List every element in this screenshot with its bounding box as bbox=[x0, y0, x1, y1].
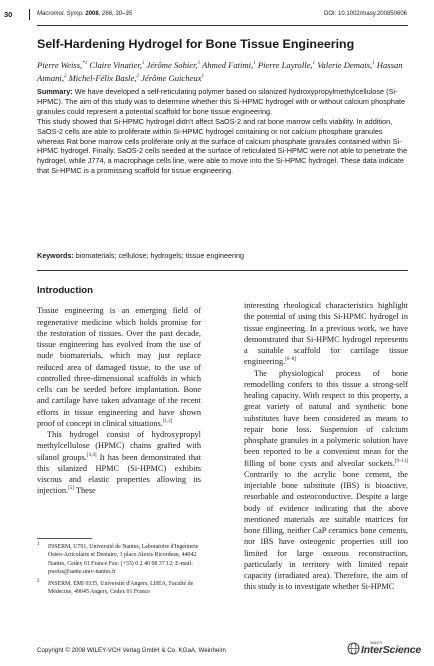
publisher-logo[interactable] bbox=[347, 640, 422, 656]
intro-paragraph-1 bbox=[37, 305, 201, 429]
author-affiliation-mark: 1 bbox=[372, 61, 375, 66]
section-heading-introduction: Introduction bbox=[37, 285, 93, 296]
abstract-rule bbox=[37, 270, 408, 271]
author-name: Pierre Layrolle, bbox=[257, 59, 313, 70]
author-affiliation-mark: 1 bbox=[312, 61, 316, 66]
abstract-paragraph-1 bbox=[37, 87, 408, 117]
footnote-affiliation-1 bbox=[37, 543, 201, 577]
author-name: Pierre Weiss, bbox=[37, 59, 83, 70]
right-column bbox=[244, 300, 408, 593]
abstract-label: Summary: bbox=[37, 87, 73, 96]
right-p1-text: interesting rheological characteristics highlight the potential of using this Si-HPMC hydrogel in tissue engineering. In a previous work, we have demonstrated that Si-HPMC hydrogel represents a suitable scaffold for cartilage tissue engineering. bbox=[244, 301, 408, 367]
author-name: Ahmed Fatimi, bbox=[202, 59, 254, 70]
citation[interactable]: [5] bbox=[68, 486, 74, 492]
abstract-text-1: We have developed a self-reticulating polymer based on silanized hydroxypropylmethylcellulose (Si-HPMC). The aim of this study was to determine whether this Si-HPMC hydrogel with or without calcium phosphate granules could represent a potential scaffold for bone tissue engineering. bbox=[37, 87, 406, 116]
author-affiliation-mark: 1 bbox=[141, 61, 145, 66]
publisher-name: InterScience bbox=[361, 644, 422, 656]
author-name: Jérôme Guicheux bbox=[141, 73, 202, 84]
intro-p2-text-b: It has been demonstrated that this silanized HPMC (Si-HPMC) exhibits viscous and elastic properties allowing its injection. bbox=[37, 452, 201, 496]
copyright: Copyright © 2008 WILEY-VCH Verlag GmbH & Co. KGaA, Weinheim bbox=[37, 647, 226, 654]
abstract bbox=[37, 87, 408, 176]
footnotes bbox=[37, 543, 201, 599]
citation[interactable]: [3,4] bbox=[86, 452, 97, 458]
intro-p2-text-c: These bbox=[73, 486, 96, 496]
footnote-text: INSERM, U791, Université de Nantes, Laboratoire d'Ingénierie Ostéo-Articulaire et Dentaire, 1 place Alexis Ricordeau, 44042 Nantes, Cedex 01 France Fax: (+33) 0 2 40 08 37 12; E-mail: pweiss@sante.univ-nantes.fr bbox=[48, 544, 199, 576]
footnote-text: INSERM, EMI 0335, Université d'Angers, LHEA, Faculté de Médecine, 49045 Angers, Cedex 01 France bbox=[48, 580, 194, 596]
footnote-mark: 1 bbox=[37, 542, 40, 547]
right-paragraph-1 bbox=[244, 300, 408, 368]
author-name: Jérôme Sohier, bbox=[146, 59, 198, 70]
author-name: Michel-Félix Basle, bbox=[68, 73, 137, 84]
intro-p1-text: Tissue engineering is an emerging field of regenerative medicine which holds promise for the restoration of tissues. Over the past decade, tissue engineering has evolved from the use of nude biomaterials, which may just replace reduced area of damaged tissue, to the use of controlled three-dimensional scaffolds in which cells can be seeded before implantation. Bone and cartilage have taken advantage of the recent efforts in tissue engineering and have shown proof of concept in clinical situations. bbox=[37, 306, 201, 428]
keywords bbox=[37, 251, 408, 260]
journal-citation bbox=[37, 11, 132, 17]
intro-paragraph-2 bbox=[37, 429, 201, 497]
right-p2-text-b: Contrarily to the acrylic bone cement, the injectable bone substitute (IBS) is bioactive, resorbable and osteoconductive. Despite a large body of evidence indicating that the above mentioned materials are suitable matrices for bone filling, neither CaP ceramics bone cements, nor IBS have osteogenic properties still too limited for large osseous reconstruction, particularly in territory with limited repair capacity (irradiated area). Therefore, the aim of this study is to investigate whether Si-HPMC bbox=[244, 469, 408, 592]
running-header bbox=[0, 9, 434, 23]
abstract-text-2: This study showed that Si-HPMC hydrogel didn't affect SaOS-2 and rat bone marrow cells viability. In addition, SaOS-2 cells are able to proliferate within Si-HPMC hydrogel containing or not calcium phosphate granules whereas Rat bone marrow cells proliferate only at the surface of calcium phosphate granules contained within Si-HPMC hydrogel. Finally, SaOS-2 cells seeded at the surface of reticulated Si-HPMC were not able to penetrate the hydrogel, while J774, a macrophage cells line, were able to move into the Si-HPMC hydrogel. These data indicate that Si-HPMC is a promissing scaffold for tissue engineering. bbox=[37, 116, 408, 176]
footnote-affiliation-2 bbox=[37, 580, 201, 597]
right-p2-text-a: The physiological process of bone remodelling confers to this tissue a strong-self healing capacity. With respect to this property, a great variety of natural and synthetic bone substitutes have been considered as means to repair bone loss. Suspension of calcium phosphate granules in a polymeric solution have been reported to be a convenient mean for the filling of bone cysts and alveolar sockets. bbox=[244, 368, 408, 468]
author-name: Valerie Demais, bbox=[317, 59, 373, 70]
left-column bbox=[37, 285, 201, 497]
publisher-small-text: WILEY bbox=[370, 640, 383, 645]
author-affiliation-mark: 1 bbox=[197, 61, 201, 66]
journal-year: 2008 bbox=[85, 11, 99, 17]
citation[interactable]: [1,2] bbox=[162, 418, 173, 424]
doi[interactable]: DOI: 10.1002/masy.200850606 bbox=[324, 11, 407, 17]
footnote-rule bbox=[37, 538, 92, 539]
author-name: Claire Vinatier, bbox=[89, 59, 142, 70]
header-divider bbox=[29, 9, 30, 20]
keywords-label: Keywords: bbox=[37, 251, 74, 260]
author-affiliation-mark: 2 bbox=[136, 74, 139, 80]
citation[interactable]: [9–11] bbox=[394, 458, 408, 464]
header-rule bbox=[37, 25, 408, 26]
right-paragraph-2 bbox=[244, 368, 408, 593]
interscience-logo-icon bbox=[347, 642, 360, 655]
journal-name: Macromol. Symp. bbox=[37, 11, 84, 17]
intro-p2-text-a: This hydrogel consist of hydroxypropyl methylcellulose (HPMC) chains grafted with silanol groups. bbox=[37, 430, 201, 462]
author-list bbox=[37, 58, 409, 85]
author-affiliation-mark: *1 bbox=[82, 61, 88, 66]
author-name: Hassan Atmani, bbox=[37, 59, 403, 84]
page-number: 30 bbox=[4, 10, 13, 19]
author-affiliation-mark: 2 bbox=[63, 74, 67, 80]
author-affiliation-mark: 1 bbox=[253, 61, 256, 66]
article-title: Self-Hardening Hydrogel for Bone Tissue Engineering bbox=[37, 37, 355, 51]
journal-volume-pages: , 266, 30–35 bbox=[98, 11, 133, 17]
citation[interactable]: [6–8] bbox=[285, 357, 297, 363]
keywords-text: biomaterials; cellulose; hydrogels; tissue engineering bbox=[73, 251, 244, 260]
author-affiliation-mark: 1 bbox=[201, 74, 204, 80]
footnote-mark: 2 bbox=[37, 578, 40, 584]
